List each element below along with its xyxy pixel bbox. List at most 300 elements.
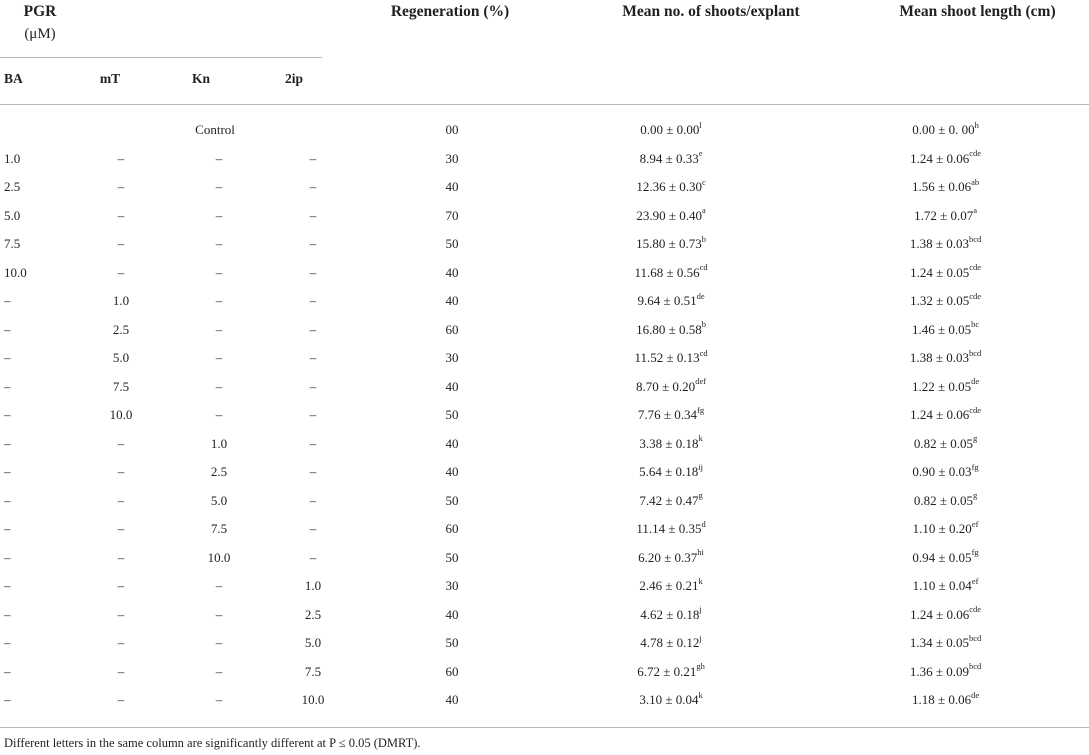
- cell-kn: [176, 658, 262, 687]
- cell-mt-value: 7.5: [112, 378, 130, 394]
- cell-shoots-letter: j: [699, 604, 702, 615]
- cell-shoots: [540, 173, 802, 202]
- cell-length-letter: h: [974, 119, 979, 130]
- cell-shoots-value: 15.80 ± 0.73: [636, 236, 702, 252]
- cell-mt-value: –: [117, 464, 125, 480]
- cell-shoots-value: 3.10 ± 0.04: [639, 692, 699, 708]
- cell-shoots-letter: b: [701, 233, 706, 244]
- cell-2ip-value: –: [309, 321, 317, 337]
- cell-ba: [0, 316, 66, 345]
- cell-shoots-value: 11.52 ± 0.13: [634, 350, 700, 366]
- cell-shoots: [540, 259, 802, 288]
- cell-regeneration-value: 50: [445, 236, 459, 252]
- table-row-control: [0, 116, 1089, 145]
- table-row: [0, 145, 1089, 174]
- table-row: [0, 287, 1089, 316]
- header-bottom-rule: [0, 104, 1089, 105]
- cell-length-letter: cde: [969, 262, 982, 273]
- cell-2ip-value: –: [309, 350, 317, 366]
- cell-regeneration: [364, 401, 540, 430]
- cell-length-value: 0.90 ± 0.03: [912, 464, 972, 480]
- cell-length-letter: ab: [971, 176, 980, 187]
- cell-length: [802, 344, 1089, 373]
- cell-2ip-value: –: [309, 264, 317, 280]
- subheader-mt: mT: [99, 71, 121, 86]
- cell-length: [802, 230, 1089, 259]
- cell-regeneration-value: 30: [445, 350, 459, 366]
- cell-2ip-value: –: [309, 549, 317, 565]
- cell-ba: [0, 230, 66, 259]
- cell-kn: [176, 173, 262, 202]
- cell-mt: [66, 373, 176, 402]
- cell-2ip-value: 1.0: [304, 578, 322, 594]
- table-bottom-rule: [0, 727, 1089, 728]
- cell-2ip-value: –: [309, 435, 317, 451]
- cell-2ip: [262, 373, 364, 402]
- cell-mt-value: –: [117, 179, 125, 195]
- cell-length-letter: fg: [971, 547, 979, 558]
- cell-regeneration: [364, 487, 540, 516]
- header-length: Mean shoot length (cm): [899, 3, 1056, 20]
- cell-ba-value: 7.5: [4, 236, 21, 252]
- cell-regeneration: [364, 658, 540, 687]
- cell-mt: [66, 316, 176, 345]
- table-row: [0, 316, 1089, 345]
- cell-shoots-letter: gh: [696, 661, 705, 672]
- cell-2ip-value: 7.5: [304, 663, 322, 679]
- table-row: [0, 202, 1089, 231]
- cell-2ip-value: –: [309, 236, 317, 252]
- cell-ba: [0, 401, 66, 430]
- cell-kn-value: –: [215, 293, 223, 309]
- cell-mt-value: –: [117, 207, 125, 223]
- cell-regeneration-value: 60: [445, 663, 459, 679]
- cell-kn-value: –: [215, 179, 223, 195]
- cell-ba: [0, 629, 66, 658]
- cell-length: [802, 316, 1089, 345]
- cell-length-letter: de: [971, 689, 980, 700]
- header-shoots: Mean no. of shoots/explant: [622, 3, 800, 20]
- cell-length-value: 1.18 ± 0.06: [911, 692, 972, 708]
- cell-shoots-value: 12.36 ± 0.30: [636, 179, 702, 195]
- cell-length: [802, 515, 1089, 544]
- cell-2ip: [262, 230, 364, 259]
- cell-2ip-value: –: [309, 521, 317, 537]
- cell-shoots: [540, 658, 802, 687]
- cell-shoots-letter: c: [701, 176, 706, 187]
- cell-regeneration: [364, 686, 540, 715]
- cell-mt-value: –: [117, 236, 125, 252]
- cell-ba-value: 1.0: [4, 150, 21, 166]
- cell-kn-value: –: [215, 264, 223, 280]
- cell-length-value: 1.24 ± 0.06: [910, 150, 970, 166]
- cell-mt-value: 10.0: [109, 407, 133, 423]
- cell-shoots-value: 6.72 ± 0.21: [637, 663, 697, 679]
- cell-shoots-letter: ij: [698, 461, 703, 472]
- table-row: [0, 629, 1089, 658]
- cell-shoots: [540, 686, 802, 715]
- cell-shoots-value: 8.94 ± 0.33: [639, 150, 699, 166]
- cell-regeneration: [364, 458, 540, 487]
- cell-shoots-value: 11.14 ± 0.35: [636, 521, 702, 537]
- cell-ba: [0, 515, 66, 544]
- cell-regeneration-value: 00: [445, 122, 459, 138]
- cell-mt: [66, 430, 176, 459]
- cell-2ip: [262, 458, 364, 487]
- table-row: [0, 487, 1089, 516]
- cell-shoots: [540, 458, 802, 487]
- cell-regeneration-value: 30: [445, 578, 459, 594]
- cell-length-value: 1.36 ± 0.09: [909, 663, 969, 679]
- cell-ba-value: –: [4, 521, 11, 537]
- table-row: [0, 458, 1089, 487]
- cell-shoots-value: 8.70 ± 0.20: [636, 378, 696, 394]
- cell-kn: [176, 344, 262, 373]
- cell-kn-value: 5.0: [210, 492, 228, 508]
- cell-mt: [66, 145, 176, 174]
- cell-2ip-value: –: [309, 207, 317, 223]
- cell-mt: [66, 401, 176, 430]
- cell-kn: [176, 686, 262, 715]
- cell-length: [802, 601, 1089, 630]
- cell-kn-value: 2.5: [210, 464, 228, 480]
- cell-length-value: 1.10 ± 0.04: [912, 578, 972, 594]
- cell-shoots-letter: cd: [699, 347, 708, 358]
- cell-mt-value: 5.0: [112, 350, 130, 366]
- cell-length: [802, 458, 1089, 487]
- cell-kn: [176, 430, 262, 459]
- cell-mt-value: –: [117, 692, 125, 708]
- cell-shoots: [540, 601, 802, 630]
- cell-regeneration: [364, 316, 540, 345]
- cell-shoots-letter: e: [698, 148, 703, 159]
- cell-regeneration-value: 40: [445, 179, 459, 195]
- cell-ba: [0, 344, 66, 373]
- cell-mt-value: –: [117, 150, 125, 166]
- cell-length-letter: g: [972, 490, 978, 501]
- cell-mt-value: 2.5: [112, 321, 130, 337]
- cell-shoots-letter: j: [699, 632, 702, 643]
- cell-2ip-value: –: [309, 492, 317, 508]
- cell-length-value: 1.24 ± 0.06: [910, 407, 970, 423]
- cell-length-letter: bc: [971, 319, 980, 330]
- cell-mt-value: –: [117, 435, 125, 451]
- cell-mt: [66, 287, 176, 316]
- cell-ba-value: –: [4, 635, 11, 651]
- table-row: [0, 259, 1089, 288]
- cell-shoots: [540, 629, 802, 658]
- cell-length: [802, 287, 1089, 316]
- cell-kn: [176, 373, 262, 402]
- cell-shoots-letter: l: [699, 119, 702, 130]
- cell-length-letter: de: [971, 376, 980, 387]
- cell-ba-value: 2.5: [4, 179, 21, 195]
- cell-ba: [0, 202, 66, 231]
- cell-ba-value: –: [4, 606, 11, 622]
- cell-regeneration: [364, 116, 540, 145]
- cell-length-value: 1.38 ± 0.03: [909, 350, 969, 366]
- cell-ba-value: –: [4, 293, 11, 309]
- cell-regeneration-value: 40: [445, 293, 459, 309]
- cell-mt: [66, 658, 176, 687]
- cell-length-letter: cde: [969, 290, 982, 301]
- cell-length-letter: a: [973, 205, 977, 216]
- cell-length-value: 1.34 ± 0.05: [909, 635, 969, 651]
- cell-2ip: [262, 658, 364, 687]
- cell-2ip: [262, 601, 364, 630]
- cell-length-letter: ef: [971, 518, 979, 529]
- cell-shoots: [540, 316, 802, 345]
- cell-kn-value: 10.0: [207, 549, 231, 565]
- cell-shoots: [540, 202, 802, 231]
- cell-mt: [66, 458, 176, 487]
- cell-kn-value: –: [215, 350, 223, 366]
- cell-length-value: 1.72 ± 0.07: [914, 207, 974, 223]
- cell-shoots-letter: de: [696, 290, 705, 301]
- cell-kn-value: –: [215, 321, 223, 337]
- cell-2ip: [262, 145, 364, 174]
- cell-mt: [66, 487, 176, 516]
- cell-length-value: 1.38 ± 0.03: [909, 236, 969, 252]
- cell-kn: [176, 401, 262, 430]
- cell-kn-value: 7.5: [210, 521, 228, 537]
- cell-shoots: [540, 287, 802, 316]
- cell-mt-value: –: [117, 521, 125, 537]
- cell-length: [802, 373, 1089, 402]
- cell-regeneration: [364, 259, 540, 288]
- cell-regeneration: [364, 629, 540, 658]
- cell-length-letter: cde: [969, 148, 982, 159]
- table-row: [0, 572, 1089, 601]
- cell-ba-value: –: [4, 549, 11, 565]
- cell-ba-value: 10.0: [4, 264, 27, 280]
- table-row: [0, 658, 1089, 687]
- cell-shoots: [540, 401, 802, 430]
- cell-length-value: 1.24 ± 0.06: [910, 606, 970, 622]
- cell-2ip-value: –: [309, 293, 317, 309]
- cell-shoots: [540, 230, 802, 259]
- cell-regeneration-value: 40: [445, 606, 459, 622]
- cell-2ip-value: –: [309, 378, 317, 394]
- cell-kn: [176, 544, 262, 573]
- table-row: [0, 601, 1089, 630]
- cell-kn-value: –: [215, 606, 223, 622]
- cell-mt-value: –: [117, 606, 125, 622]
- cell-length-value: 0.82 ± 0.05: [913, 492, 973, 508]
- cell-kn-value: –: [215, 692, 223, 708]
- cell-kn-value: –: [215, 207, 223, 223]
- subheader-kn: Kn: [191, 71, 210, 86]
- cell-kn-value: –: [215, 150, 223, 166]
- cell-length-value: 1.24 ± 0.05: [910, 264, 970, 280]
- cell-mt: [66, 572, 176, 601]
- cell-mt: [66, 344, 176, 373]
- table-row: [0, 686, 1089, 715]
- cell-ba: [0, 487, 66, 516]
- cell-length: [802, 487, 1089, 516]
- cell-length-value: 1.10 ± 0.20: [912, 521, 972, 537]
- cell-mt-value: –: [117, 549, 125, 565]
- cell-shoots-letter: cd: [699, 262, 708, 273]
- cell-ba-value: –: [4, 321, 11, 337]
- cell-shoots-value: 7.76 ± 0.34: [637, 407, 698, 423]
- cell-2ip: [262, 316, 364, 345]
- cell-length: [802, 202, 1089, 231]
- cell-shoots-letter: def: [695, 376, 707, 387]
- cell-length-value: 0.00 ± 0. 00: [912, 122, 975, 138]
- cell-ba-value: –: [4, 464, 11, 480]
- cell-length-letter: bcd: [968, 632, 982, 643]
- cell-length-value: 0.82 ± 0.05: [913, 435, 973, 451]
- cell-ba-value: –: [4, 492, 11, 508]
- data-table: [0, 116, 1089, 715]
- cell-shoots: [540, 344, 802, 373]
- header-regeneration: Regeneration (%): [390, 3, 510, 20]
- cell-shoots-value: 7.42 ± 0.47: [639, 492, 699, 508]
- cell-2ip: [262, 401, 364, 430]
- cell-2ip: [262, 202, 364, 231]
- cell-length-value: 0.94 ± 0.05: [912, 549, 972, 565]
- cell-length: [802, 173, 1089, 202]
- cell-regeneration-value: 50: [445, 549, 459, 565]
- cell-regeneration: [364, 373, 540, 402]
- cell-ba-value: 5.0: [4, 207, 21, 223]
- cell-regeneration-value: 50: [445, 407, 459, 423]
- cell-kn: [176, 259, 262, 288]
- cell-mt-value: –: [117, 264, 125, 280]
- cell-mt-value: –: [117, 635, 125, 651]
- cell-ba: [0, 601, 66, 630]
- cell-length-value: 1.22 ± 0.05: [911, 378, 972, 394]
- cell-kn-value: 1.0: [210, 435, 228, 451]
- cell-kn: [176, 572, 262, 601]
- cell-shoots-value: 4.78 ± 0.12: [640, 635, 700, 651]
- cell-length: [802, 658, 1089, 687]
- cell-shoots-letter: k: [698, 575, 703, 586]
- cell-regeneration-value: 40: [445, 378, 459, 394]
- cell-length-letter: bcd: [968, 233, 982, 244]
- table-row: [0, 401, 1089, 430]
- cell-shoots-value: 6.20 ± 0.37: [638, 549, 698, 565]
- cell-kn: [176, 202, 262, 231]
- cell-2ip: [262, 515, 364, 544]
- cell-shoots: [540, 116, 802, 145]
- cell-ba: [0, 145, 66, 174]
- cell-shoots-value: 4.62 ± 0.18: [640, 606, 700, 622]
- cell-kn: [176, 145, 262, 174]
- cell-2ip: [262, 572, 364, 601]
- cell-shoots: [540, 145, 802, 174]
- cell-ba-value: –: [4, 378, 11, 394]
- cell-shoots-letter: g: [698, 490, 703, 501]
- cell-regeneration: [364, 601, 540, 630]
- table-body: [0, 116, 1089, 715]
- cell-shoots-value: 9.64 ± 0.51: [637, 293, 697, 309]
- cell-kn: [176, 458, 262, 487]
- table-row: [0, 173, 1089, 202]
- cell-regeneration: [364, 202, 540, 231]
- cell-regeneration: [364, 515, 540, 544]
- cell-shoots-letter: k: [698, 433, 703, 444]
- table-row: [0, 515, 1089, 544]
- header-pgr-line2: (μM): [24, 26, 56, 42]
- cell-2ip: [262, 544, 364, 573]
- header-pgr: [0, 1, 80, 45]
- cell-ba: [0, 259, 66, 288]
- cell-shoots: [540, 544, 802, 573]
- cell-shoots-value: 0.00 ± 0.00: [640, 122, 700, 138]
- cell-regeneration-value: 70: [445, 207, 459, 223]
- cell-kn-value: –: [215, 236, 223, 252]
- cell-ba: [0, 658, 66, 687]
- cell-length-letter: bcd: [968, 661, 982, 672]
- cell-2ip-value: –: [309, 407, 317, 423]
- cell-2ip: [262, 259, 364, 288]
- footnote: Different letters in the same column are significantly different at P ≤ 0.05 (DMRT).: [4, 736, 421, 750]
- cell-shoots: [540, 487, 802, 516]
- cell-length-letter: ef: [971, 575, 979, 586]
- cell-shoots-value: 5.64 ± 0.18: [639, 464, 699, 480]
- cell-mt: [66, 230, 176, 259]
- cell-kn: [176, 487, 262, 516]
- cell-mt: [66, 629, 176, 658]
- cell-mt: [66, 515, 176, 544]
- cell-ba: [0, 173, 66, 202]
- cell-length-letter: g: [972, 433, 978, 444]
- cell-mt: [66, 544, 176, 573]
- subheader-2ip: 2ip: [284, 71, 303, 86]
- cell-2ip-value: –: [309, 150, 317, 166]
- cell-2ip: [262, 344, 364, 373]
- cell-kn-value: –: [215, 663, 223, 679]
- cell-ba-value: –: [4, 663, 11, 679]
- cell-regeneration-value: 60: [445, 521, 459, 537]
- cell-shoots-value: 3.38 ± 0.18: [639, 435, 699, 451]
- cell-length-letter: cde: [969, 604, 982, 615]
- cell-shoots-letter: b: [701, 319, 706, 330]
- cell-length: [802, 401, 1089, 430]
- cell-shoots-value: 16.80 ± 0.58: [636, 321, 702, 337]
- table-row: [0, 230, 1089, 259]
- cell-shoots-value: 23.90 ± 0.40: [636, 207, 702, 223]
- cell-regeneration: [364, 145, 540, 174]
- cell-2ip-value: –: [309, 179, 317, 195]
- cell-mt-value: 1.0: [112, 293, 130, 309]
- cell-length: [802, 544, 1089, 573]
- cell-2ip: [262, 430, 364, 459]
- cell-length: [802, 572, 1089, 601]
- cell-2ip-value: 5.0: [304, 635, 322, 651]
- cell-length-letter: bcd: [968, 347, 982, 358]
- cell-kn-value: –: [215, 407, 223, 423]
- cell-2ip: [262, 287, 364, 316]
- cell-shoots: [540, 515, 802, 544]
- cell-mt-value: –: [117, 492, 125, 508]
- cell-kn-value: –: [215, 635, 223, 651]
- cell-mt: [66, 173, 176, 202]
- cell-ba-value: –: [4, 350, 11, 366]
- cell-regeneration-value: 40: [445, 435, 459, 451]
- cell-2ip: [262, 487, 364, 516]
- cell-regeneration: [364, 430, 540, 459]
- cell-regeneration-value: 40: [445, 692, 459, 708]
- header-pgr-line1: PGR: [23, 3, 57, 20]
- cell-mt-value: –: [117, 663, 125, 679]
- cell-length: [802, 686, 1089, 715]
- subheader-ba: BA: [4, 71, 23, 86]
- cell-shoots-letter: d: [701, 518, 706, 529]
- cell-ba-value: –: [4, 435, 11, 451]
